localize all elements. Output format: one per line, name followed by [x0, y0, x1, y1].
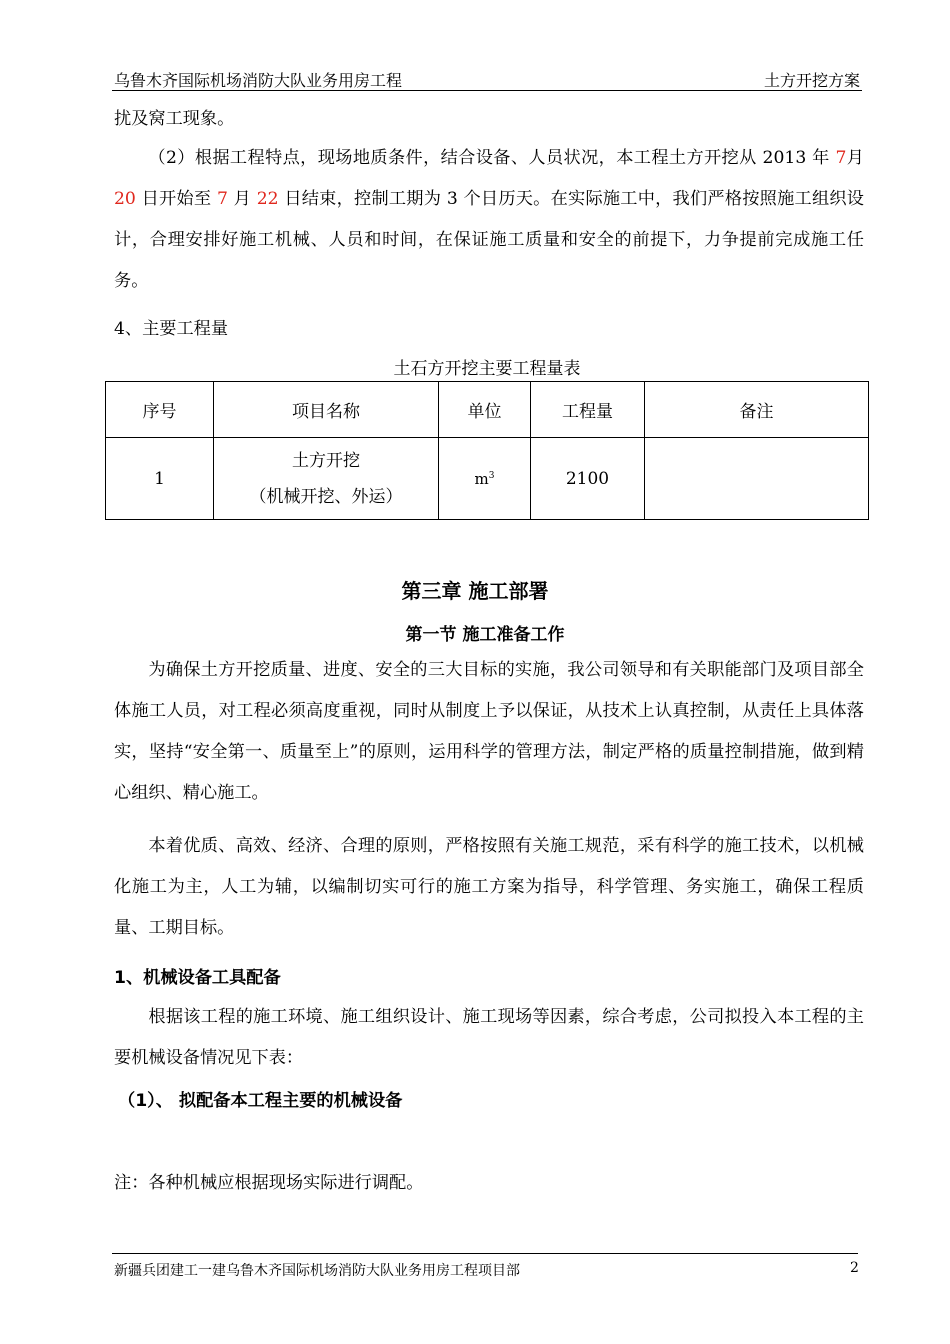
paragraph-principles: 本着优质、高效、经济、合理的原则，严格按照有关施工规范，采有科学的施工技术，以机械化施工为主，人工为辅，以编制切实可行的施工方案为指导，科学管理、务实施工，确保工程质量、工期目标。: [114, 836, 864, 938]
page-number: 2: [850, 1260, 859, 1276]
paragraph-schedule: （2）根据工程特点，现场地质条件，结合设备、人员状况，本工程土方开挖从 2013 年 7月 20 日开始至 7 月 22 日结束，控制工期为 3 个日历天。在实际施工中，我们严格按照施工组织设计，合理安排好施工机械、人员和时间，在保证施工质量和安全的前提下，力争提前完成施工任务。: [114, 148, 864, 291]
end-month: 7: [216, 189, 228, 209]
cell-qty: 2100: [531, 438, 645, 520]
cell-name-line2: （机械开挖、外运）: [249, 486, 403, 507]
heading-equipment: 1、机械设备工具配备: [114, 968, 281, 988]
cell-no: 1: [106, 438, 214, 520]
cell-name-line1: 土方开挖: [292, 450, 360, 471]
cell-unit: $m^3$: [439, 438, 531, 520]
th-no: 序号: [106, 382, 214, 438]
footer-organization: 新疆兵团建工一建乌鲁木齐国际机场消防大队业务用房工程项目部: [114, 1263, 520, 1279]
quantity-table: [105, 381, 869, 520]
paragraph-equipment: 根据该工程的施工环境、施工组织设计、施工现场等因素，综合考虑，公司拟投入本工程的主要机械设备情况见下表：: [114, 1007, 864, 1068]
section-4-heading: 4、主要工程量: [114, 319, 229, 339]
th-qty: 工程量: [531, 382, 645, 438]
start-day: 20: [114, 189, 136, 209]
start-month: 7: [835, 148, 847, 168]
th-name: 项目名称: [214, 382, 439, 438]
table-header-row: [106, 382, 869, 438]
section-title: 第一节 施工准备工作: [405, 625, 565, 645]
paragraph-objectives: 为确保土方开挖质量、进度、安全的三大目标的实施，我公司领导和有关职能部门及项目部全体施工人员，对工程必须高度重视，同时从制度上予以保证，从技术上认真控制，从责任上具体落实，坚持“安全第一、质量至上”的原则，运用科学的管理方法，制定严格的质量控制措施，做到精心组织、精心施工。: [114, 660, 864, 803]
table-caption: 土石方开挖主要工程量表: [393, 359, 581, 379]
header-project-title: 乌鲁木齐国际机场消防大队业务用房工程: [114, 71, 403, 90]
heading-equipment-list: （1）、 拟配备本工程主要的机械设备: [118, 1091, 403, 1111]
table-row: [106, 438, 869, 520]
footer-rule: [112, 1253, 858, 1254]
cell-name: [214, 438, 439, 520]
note-text: 注：各种机械应根据现场实际进行调配。: [114, 1173, 424, 1193]
th-unit: 单位: [439, 382, 531, 438]
header-rule: [112, 90, 862, 91]
th-note: 备注: [645, 382, 869, 438]
paragraph-continuation: 扰及窝工现象。: [114, 109, 235, 129]
cell-note: [645, 438, 869, 520]
header-doc-title: 土方开挖方案: [763, 71, 860, 90]
chapter-title: 第三章 施工部署: [401, 579, 549, 603]
end-day: 22: [256, 189, 279, 209]
